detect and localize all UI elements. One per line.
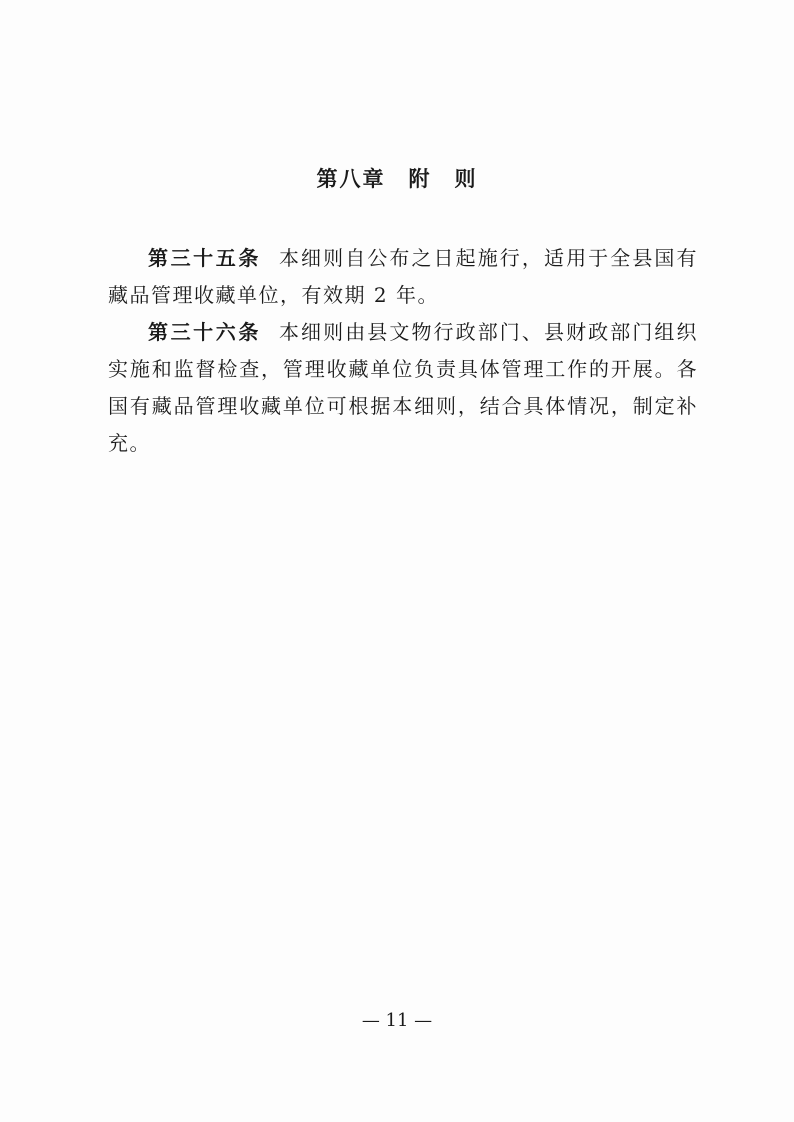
page-number: — 11 — (361, 1010, 433, 1031)
chapter-title: 第八章 附 则 (316, 167, 478, 191)
article-36 (108, 314, 698, 462)
article-label: 第三十六条 (148, 320, 261, 344)
article-label: 第三十五条 (148, 246, 261, 270)
article-text: 本细则由县文物行政部门、县财政部门组织实施和监督检查，管理收藏单位负责具体管理工作的开展。各国有藏品管理收藏单位可根据本细则，结合具体情况，制定补充。 (108, 320, 699, 455)
article-35 (108, 240, 698, 314)
body-text (108, 240, 698, 462)
article-text: 本细则自公布之日起施行，适用于全县国有藏品管理收藏单位，有效期 2 年。 (108, 246, 699, 307)
